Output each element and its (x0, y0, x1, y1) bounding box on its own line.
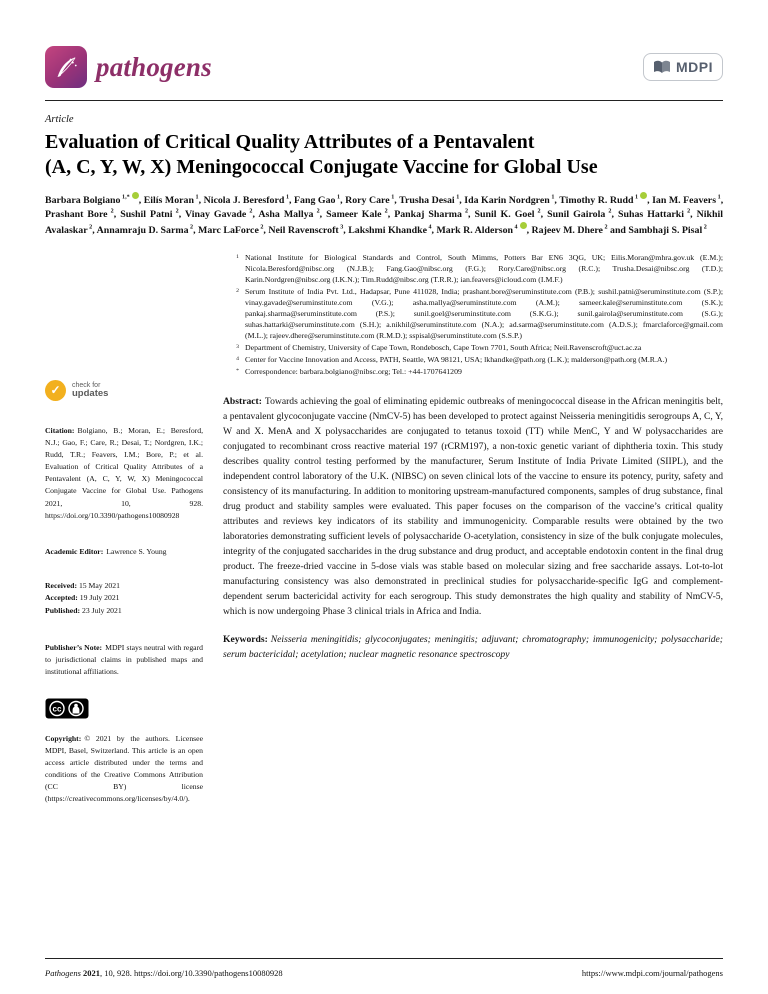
author: Nikhil Avalaskar $^2$, (45, 209, 724, 237)
page-footer (45, 958, 723, 978)
content-column (223, 252, 723, 672)
footer-year: 2021 (80, 968, 101, 978)
author: Rory Care $^1$, (345, 195, 400, 207)
abstract-block (223, 394, 723, 619)
author: Sunil Gairola $^2$, (547, 208, 618, 221)
author-list (45, 192, 723, 238)
cc-license-badge[interactable] (45, 698, 203, 723)
author: Fang Gao $^1$, (294, 195, 346, 207)
abstract-label: Abstract: (223, 395, 262, 407)
accepted-value: 19 July 2021 (79, 593, 120, 603)
author: Sunil K. Goel $^2$, (474, 208, 548, 221)
published-value: 23 July 2021 (81, 606, 122, 616)
publishers-note-block (45, 642, 203, 678)
author: Ida Karin Nordgren $^1$, (464, 195, 560, 207)
citation-text: Bolgiano, B.; Moran, E.; Beresford, N.J.; Gao, F.; Care, R.; Desai, T.; Nordgren, I.K.; Rudd, T.R.; Feavers, I.M.; Bore, P.; et al. Evaluation of Critical Quality Attributes of a Pentavalent (A, C, Y, W, X) Meningococcal Conjugate Vaccine for Global Use. Pathogens 2021, 10, 928. https://doi.org/10.3390/pathogens10080928 (45, 425, 203, 520)
publishers-note-label: Publisher’s Note: (45, 642, 103, 652)
affiliation-text: Serum Institute of India Pvt. Ltd., Hadapsar, Pune 411028, India; prashant.bore@seruminstitute.com (P.B.); sushil.patni@seruminstitute.com (S.P.); vinay.gavade@seruminstitute.com (V.G.); asha.mallya@seruminstitute.com (A.M.); sameer.kale@seruminstitute.com (S.K.); pankaj.sharma@seruminstitute.com (P.S.); sunil.goel@seruminstitute.com (S.K.G.); sunil.gairola@seruminstitute.com (S.G.); suhas.hattarki@seruminstitute.com (S.H.); a.nikhil@seruminstitute.com (N.A.); ad.sarma@seruminstitute.com (A.D.S.); fmarclaforce@gmail.com (M.L.); rajeev.dhere@seruminstitute.com (R.M.D.); sspisal@seruminstitute.com (S.S.P.) (245, 286, 723, 340)
affiliation-number: 3 (236, 343, 239, 350)
academic-editor-block (45, 546, 203, 558)
header-rule (45, 100, 723, 101)
main-columns (45, 252, 723, 806)
mdpi-book-icon (653, 59, 671, 75)
check-updates-line1: check for (72, 381, 101, 389)
abstract-text: Towards achieving the goal of eliminating epidemic outbreaks of meningococcal disease in the African meningitis belt, a pentavalent glycoconjugate vaccine (NmCV-5) has been developed to protect against Neisseria meningitidis serogroups A, C, Y, W and X. MenA and X polysaccharides are conjugated to tetanus toxoid (TT) while MenC, Y and W polysaccharides are conjugated to recombinant cross reactive material 197 (rCRM197), a non-toxic genetic variant of diphtheria toxin. This study describes quality control testing performed by the manufacturer, Serum Institute of India Private Limited (SIIPL), and the independent control laboratory of the U.K. (NIBSC) on seven clinical lots of the vaccine to ensure its potency, purity, safety and consistency of its manufacturing. In addition to monitoring upstream-manufactured components, samples of drug substance, final drug product and stability samples were evaluated. This paper focuses on the comparison of the vaccine’s critical quality attributes and reviews key indicators of its stability and immunogenicity. Comparable results were obtained by the two laboratories demonstrating sufficient levels of polysaccharide O-acetylation, consistency in size of the bulk conjugate molecules, integrity of the conjugated saccharides in the drug substance and drug product, and acceptable endotoxin content in the final drug product. The freeze-dried vaccine in 5-dose vials was stable based on molecular sizing and free saccharide assays. Lot-to-lot manufacturing consistency was also demonstrated in preclinical studies for polysaccharide-specific IgG and complement-dependent serum bactericidal activity for each serogroup. This study demonstrates the high quality and stability of NmCV-5, which is now undergoing Phase 3 clinical trials in Africa and India. (223, 395, 723, 617)
check-updates-label (72, 382, 108, 399)
affiliation-item (223, 354, 723, 365)
published-label: Published: (45, 606, 81, 616)
keywords-block (223, 632, 723, 662)
affiliation-text: National Institute for Biological Standards and Control, South Mimms, Potters Bar EN6 3QG, UK; Eilis.Moran@mhra.gov.uk (E.M.); Nicola.Beresford@nibsc.org (N.J.B.); Fang.Gao@nibsc.org (F.G.); Rory.Care@nibsc.org (R.C.); Trusha.Desai@nibsc.org (T.D.); Karin.Nordgren@nibsc.org (I.K.N.); Tim.Rudd@nibsc.org (T.R.R.); ian.feavers@icloud.com (I.M.F.) (245, 252, 723, 284)
received-date (45, 580, 203, 593)
orcid-icon[interactable] (520, 222, 527, 229)
author: Nicola J. Beresford $^1$, (203, 195, 294, 207)
check-updates-icon: ✓ (45, 380, 66, 401)
journal-name: pathogens (96, 51, 212, 82)
copyright-block (45, 733, 203, 806)
received-value: 15 May 2021 (78, 580, 120, 590)
publishers-note-text: MDPI stays neutral with regard to jurisdictional claims in published maps and institutional affiliations. (45, 642, 203, 676)
accepted-date (45, 592, 203, 605)
title-line-1: Evaluation of Critical Quality Attributes of a Pentavalent (45, 131, 535, 153)
history-dates (45, 580, 203, 618)
accepted-label: Accepted: (45, 593, 78, 603)
author: Ian M. Feavers $^1$, (652, 195, 724, 207)
affiliation-item (223, 252, 723, 285)
author: Neil Ravenscroft $^3$, (268, 224, 349, 237)
author: Rajeev M. Dhere $^2$ and (531, 224, 629, 237)
affiliation-text: Department of Chemistry, University of Cape Town, Rondebosch, Cape Town 7701, South Africa; Neil.Ravenscroft@uct.ac.za (245, 342, 642, 352)
page-title (45, 130, 723, 179)
pathogens-logo[interactable] (45, 46, 212, 88)
check-for-updates-badge[interactable] (45, 380, 131, 401)
author: Asha Mallya $^2$, (258, 208, 327, 221)
author: Barbara Bolgiano $^{1,*}$ , (45, 195, 144, 206)
author: Annamraju D. Sarma $^2$, (96, 224, 199, 237)
footer-journal-ref[interactable] (45, 968, 283, 978)
author: Lakshmi Khandke $^4$, (348, 224, 437, 237)
mdpi-logo[interactable] (643, 53, 723, 81)
affiliation-number: 1 (236, 253, 239, 260)
copyright-label: Copyright: (45, 733, 82, 743)
author: Trusha Desai $^1$, (399, 195, 465, 207)
footer-journal-url[interactable]: https://www.mdpi.com/journal/pathogens (581, 968, 723, 978)
affiliation-text: Center for Vaccine Innovation and Access, PATH, Seattle, WA 98121, USA; lkhandke@path.org (L.K.); malderson@path.org (M.R.A.) (245, 354, 668, 364)
author: Sushil Patni $^2$, (120, 208, 186, 221)
correspondence-marker: * (236, 367, 239, 374)
author: Suhas Hattarki $^2$, (617, 208, 697, 221)
citation-label: Citation: (45, 425, 75, 435)
copyright-text: © 2021 by the authors. Licensee MDPI, Basel, Switzerland. This article is an open access article distributed under the terms and conditions of the Creative Commons Attribution (CC BY) license (https://creativecommons.org/licenses/by/4.0/). (45, 733, 203, 804)
article-type-label: Article (45, 114, 74, 125)
journal-header (45, 44, 723, 90)
affiliation-item (223, 286, 723, 341)
orcid-icon[interactable] (132, 192, 139, 199)
footer-doi: , 10, 928. https://doi.org/10.3390/pathogens10080928 (100, 968, 283, 978)
title-line-2: (A, C, Y, W, X) Meningococcal Conjugate Vaccine for Global Use (45, 155, 598, 178)
author: Sameer Kale $^2$, (326, 208, 395, 221)
cc-license-icon (45, 698, 89, 719)
svg-text:cc: cc (52, 704, 62, 714)
author: Marc LaForce $^2$, (198, 224, 269, 237)
correspondence-row (223, 366, 723, 377)
affiliation-list (223, 252, 723, 365)
author: Vinay Gavade $^2$, (185, 208, 259, 221)
affiliation-item (223, 342, 723, 353)
affiliation-number: 4 (236, 355, 239, 362)
author: Pankaj Sharma $^2$, (394, 208, 475, 221)
affiliation-number: 2 (236, 287, 239, 294)
footer-journal-name: Pathogens (45, 968, 81, 978)
keywords-text: Neisseria meningitidis; glycoconjugates; meningitis; adjuvant; chromatography; immunogenicity; polysaccharide; serum bactericidal; acetylation; nuclear magnetic resonance spectroscopy (223, 633, 723, 660)
academic-editor-name: Lawrence S. Young (106, 546, 167, 556)
footer-row (45, 968, 723, 978)
author: Sambhaji S. Pisal $^2$ (628, 224, 707, 237)
footer-rule (45, 958, 723, 959)
author: Mark R. Alderson $^4$ , (436, 225, 531, 236)
pathogens-logo-icon (45, 46, 87, 88)
keywords-label: Keywords: (223, 633, 268, 645)
correspondence-text: Correspondence: barbara.bolgiano@nibsc.org; Tel.: +44-1707641209 (245, 366, 462, 376)
received-label: Received: (45, 580, 78, 590)
author: Timothy R. Rudd $^1$ , (559, 195, 652, 206)
citation-block (45, 425, 203, 522)
sidebar (45, 252, 203, 806)
author: Prashant Bore $^2$, (45, 208, 121, 221)
author: Eilís Moran $^1$, (143, 195, 204, 207)
mdpi-wordmark: MDPI (676, 59, 713, 75)
academic-editor-label: Academic Editor: (45, 546, 104, 556)
published-date (45, 605, 203, 618)
check-updates-line2: updates (72, 388, 109, 400)
